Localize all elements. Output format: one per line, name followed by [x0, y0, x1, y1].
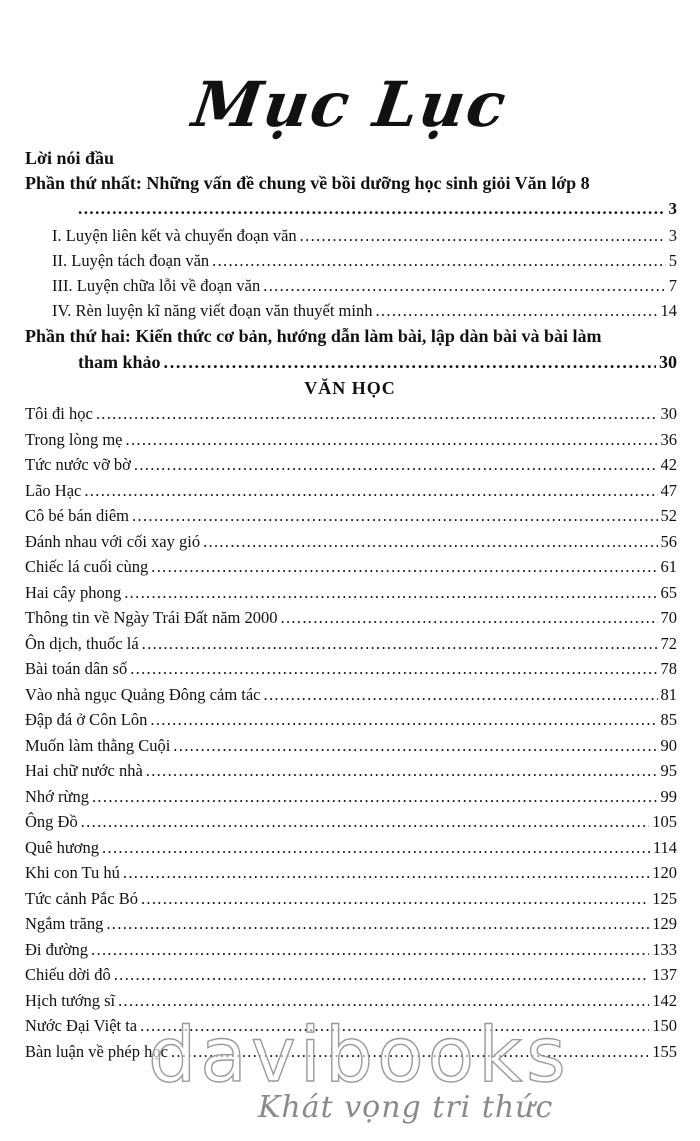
page-title: Mục Lục: [188, 68, 512, 141]
toc-part1-label[interactable]: Phần thứ nhất: Những vấn đề chung về bồi dưỡng học sinh giỏi Văn lớp 8: [25, 173, 590, 193]
toc-entry-page: 114: [652, 837, 677, 857]
toc-part2-page: 30: [659, 352, 677, 372]
dot-leader: [132, 506, 657, 526]
toc-entry[interactable]: [25, 761, 677, 781]
toc-entry-page: 129: [652, 914, 677, 933]
toc-entry-page: 137: [652, 965, 677, 984]
dot-leader: [212, 251, 666, 271]
toc-entry-page: 133: [652, 939, 677, 959]
toc-entry-page: 120: [652, 863, 677, 882]
toc-entry-page: 72: [660, 633, 677, 653]
toc-part2-line2[interactable]: [78, 352, 677, 373]
toc-entry[interactable]: [25, 430, 677, 450]
toc-entry-page: 78: [660, 659, 677, 678]
toc-entry-page: 95: [660, 761, 677, 780]
toc-entry[interactable]: [25, 583, 677, 603]
dot-leader: [141, 889, 649, 909]
toc-entry-label: Vào nhà ngục Quảng Đông cảm tác: [25, 684, 261, 704]
dot-leader: [151, 557, 657, 577]
toc-subsection-label: III. Luyện chữa lỗi về đoạn văn: [52, 276, 261, 295]
toc-entry-label: Ôn dịch, thuốc lá: [25, 633, 139, 653]
toc-preface[interactable]: Lời nói đầu: [25, 148, 115, 168]
toc-entry[interactable]: [25, 736, 677, 756]
toc-subsection-page: 3: [668, 226, 677, 245]
toc-entry[interactable]: [25, 710, 677, 730]
toc-entry-label: Thông tin về Ngày Trái Đất năm 2000: [25, 608, 278, 627]
toc-subsection-page: 7: [668, 276, 677, 295]
dot-leader: [130, 659, 657, 679]
toc-entry-label: Khi con Tu hú: [25, 863, 120, 882]
dot-leader: [264, 685, 658, 705]
toc-entry-label: Ông Đồ: [25, 812, 78, 831]
toc-entry[interactable]: [25, 914, 677, 934]
toc-entry-label: Bài toán dân số: [25, 659, 128, 678]
toc-entry[interactable]: [25, 940, 677, 960]
toc-subsection-item[interactable]: [52, 276, 677, 296]
toc-entry-label: Bàn luận về phép học: [25, 1041, 168, 1061]
toc-entry-page: 61: [660, 557, 677, 576]
toc-entry-label: Quê hương: [25, 837, 100, 857]
toc-entry-label: Nước Đại Việt ta: [25, 1016, 138, 1035]
dot-leader: [150, 710, 657, 730]
toc-entry-label: Trong lòng mẹ: [25, 429, 123, 449]
toc-entry-label: Tôi đi học: [25, 404, 93, 423]
dot-leader: [281, 608, 658, 628]
dot-leader: [173, 736, 657, 756]
toc-entry-label: Hai chữ nước nhà: [25, 761, 143, 780]
dot-leader: [203, 532, 657, 552]
toc-entry-label: Ngắm trăng: [25, 914, 104, 933]
toc-entry-label: Nhớ rừng: [25, 786, 89, 806]
toc-subsection-item[interactable]: [52, 301, 677, 321]
toc-entry-page: 105: [652, 812, 677, 831]
toc-entry[interactable]: [25, 557, 677, 577]
toc-entry[interactable]: [25, 838, 677, 858]
toc-subsection-label: IV. Rèn luyện kĩ năng viết đoạn văn thuyết minh: [52, 301, 373, 320]
toc-entry[interactable]: [25, 991, 677, 1011]
toc-entry-page: 42: [660, 455, 677, 474]
toc-entry-page: 56: [660, 531, 677, 551]
toc-entry-label: Cô bé bán diêm: [25, 506, 130, 525]
toc-entry-label: Đánh nhau với cối xay gió: [25, 531, 201, 551]
toc-subsection-label: I. Luyện liên kết và chuyển đoạn văn: [52, 226, 297, 245]
dot-leader: [118, 991, 649, 1011]
toc-entry[interactable]: [25, 965, 677, 985]
toc-entry[interactable]: [25, 506, 677, 526]
toc-entry-page: 85: [660, 710, 677, 729]
toc-entry-page: 30: [660, 404, 677, 423]
section-heading-van-hoc: VĂN HỌC: [304, 378, 396, 398]
toc-entry-label: Muốn làm thằng Cuội: [25, 735, 171, 755]
toc-entry[interactable]: [25, 634, 677, 654]
dot-leader: [300, 226, 666, 246]
watermark-logo: davibooks: [148, 1010, 570, 1099]
toc-entry-label: Tức nước vỡ bờ: [25, 455, 131, 474]
toc-part2-label-cont: tham khảo: [78, 352, 161, 372]
toc-entry-page: 150: [652, 1016, 677, 1035]
dot-leader: [375, 301, 657, 321]
toc-entry[interactable]: [25, 608, 677, 628]
dot-leader: [92, 787, 658, 807]
toc-part2-label[interactable]: Phần thứ hai: Kiến thức cơ bản, hướng dẫn làm bài, lập dàn bài và bài làm: [25, 326, 602, 346]
toc-entry[interactable]: [25, 404, 677, 424]
toc-entry[interactable]: [25, 812, 677, 832]
toc-entry-label: Chiếu dời đô: [25, 965, 111, 984]
toc-entry-label: Hai cây phong: [25, 582, 122, 602]
toc-subsection-label: II. Luyện tách đoạn văn: [52, 251, 210, 270]
watermark-tagline: Khát vọng tri thức: [258, 1090, 554, 1125]
toc-entry-label: Tức cảnh Pắc Bó: [25, 888, 138, 908]
dot-leader: [142, 634, 658, 654]
toc-entry-label: Lão Hạc: [25, 480, 82, 500]
toc-entry-page: 99: [660, 786, 677, 806]
toc-entry-page: 155: [652, 1041, 677, 1061]
toc-subsection-page: 14: [660, 301, 677, 320]
toc-entry-label: Hịch tướng sĩ: [25, 990, 116, 1010]
toc-entry[interactable]: [25, 659, 677, 679]
dot-leader: [146, 761, 658, 781]
toc-entry-label: Đi đường: [25, 939, 89, 959]
dot-leader: [102, 838, 650, 858]
toc-entry[interactable]: [25, 455, 677, 475]
dot-leader: [126, 430, 658, 450]
dot-leader: [134, 455, 658, 475]
toc-entry-page: 81: [660, 684, 677, 704]
toc-entry-label: Chiếc lá cuối cùng: [25, 557, 149, 576]
toc-entry[interactable]: [25, 481, 677, 501]
toc-entry[interactable]: [25, 532, 677, 552]
toc-entry-page: 47: [660, 480, 677, 500]
toc-entry[interactable]: [25, 863, 677, 883]
toc-subsection-item[interactable]: [52, 251, 677, 271]
toc-entry-page: 90: [660, 735, 677, 755]
dot-leader: [106, 914, 649, 934]
toc-entry-page: 142: [652, 990, 677, 1010]
toc-entry-page: 52: [660, 506, 677, 525]
toc-subsection-page: 5: [668, 251, 677, 270]
toc-entry-page: 70: [660, 608, 677, 627]
toc-entry-page: 36: [660, 429, 677, 449]
dot-leader: [123, 863, 649, 883]
toc-entry-label: Đập đá ở Côn Lôn: [25, 710, 148, 729]
toc-entry-page: 125: [652, 888, 677, 908]
toc-subsection-item[interactable]: [52, 226, 677, 246]
dot-leader: [96, 404, 658, 424]
dot-leader: [124, 583, 657, 603]
dot-leader: [114, 965, 650, 985]
toc-entry-page: 65: [660, 582, 677, 602]
toc-entry[interactable]: [25, 787, 677, 807]
toc-part1-leader: [78, 199, 677, 219]
dot-leader: [91, 940, 649, 960]
toc-part1-page: 3: [668, 199, 677, 218]
toc-entry[interactable]: [25, 685, 677, 705]
dot-leader: [81, 812, 650, 832]
toc-entry[interactable]: [25, 889, 677, 909]
dot-leader: [263, 276, 666, 296]
dot-leader: [84, 481, 657, 501]
